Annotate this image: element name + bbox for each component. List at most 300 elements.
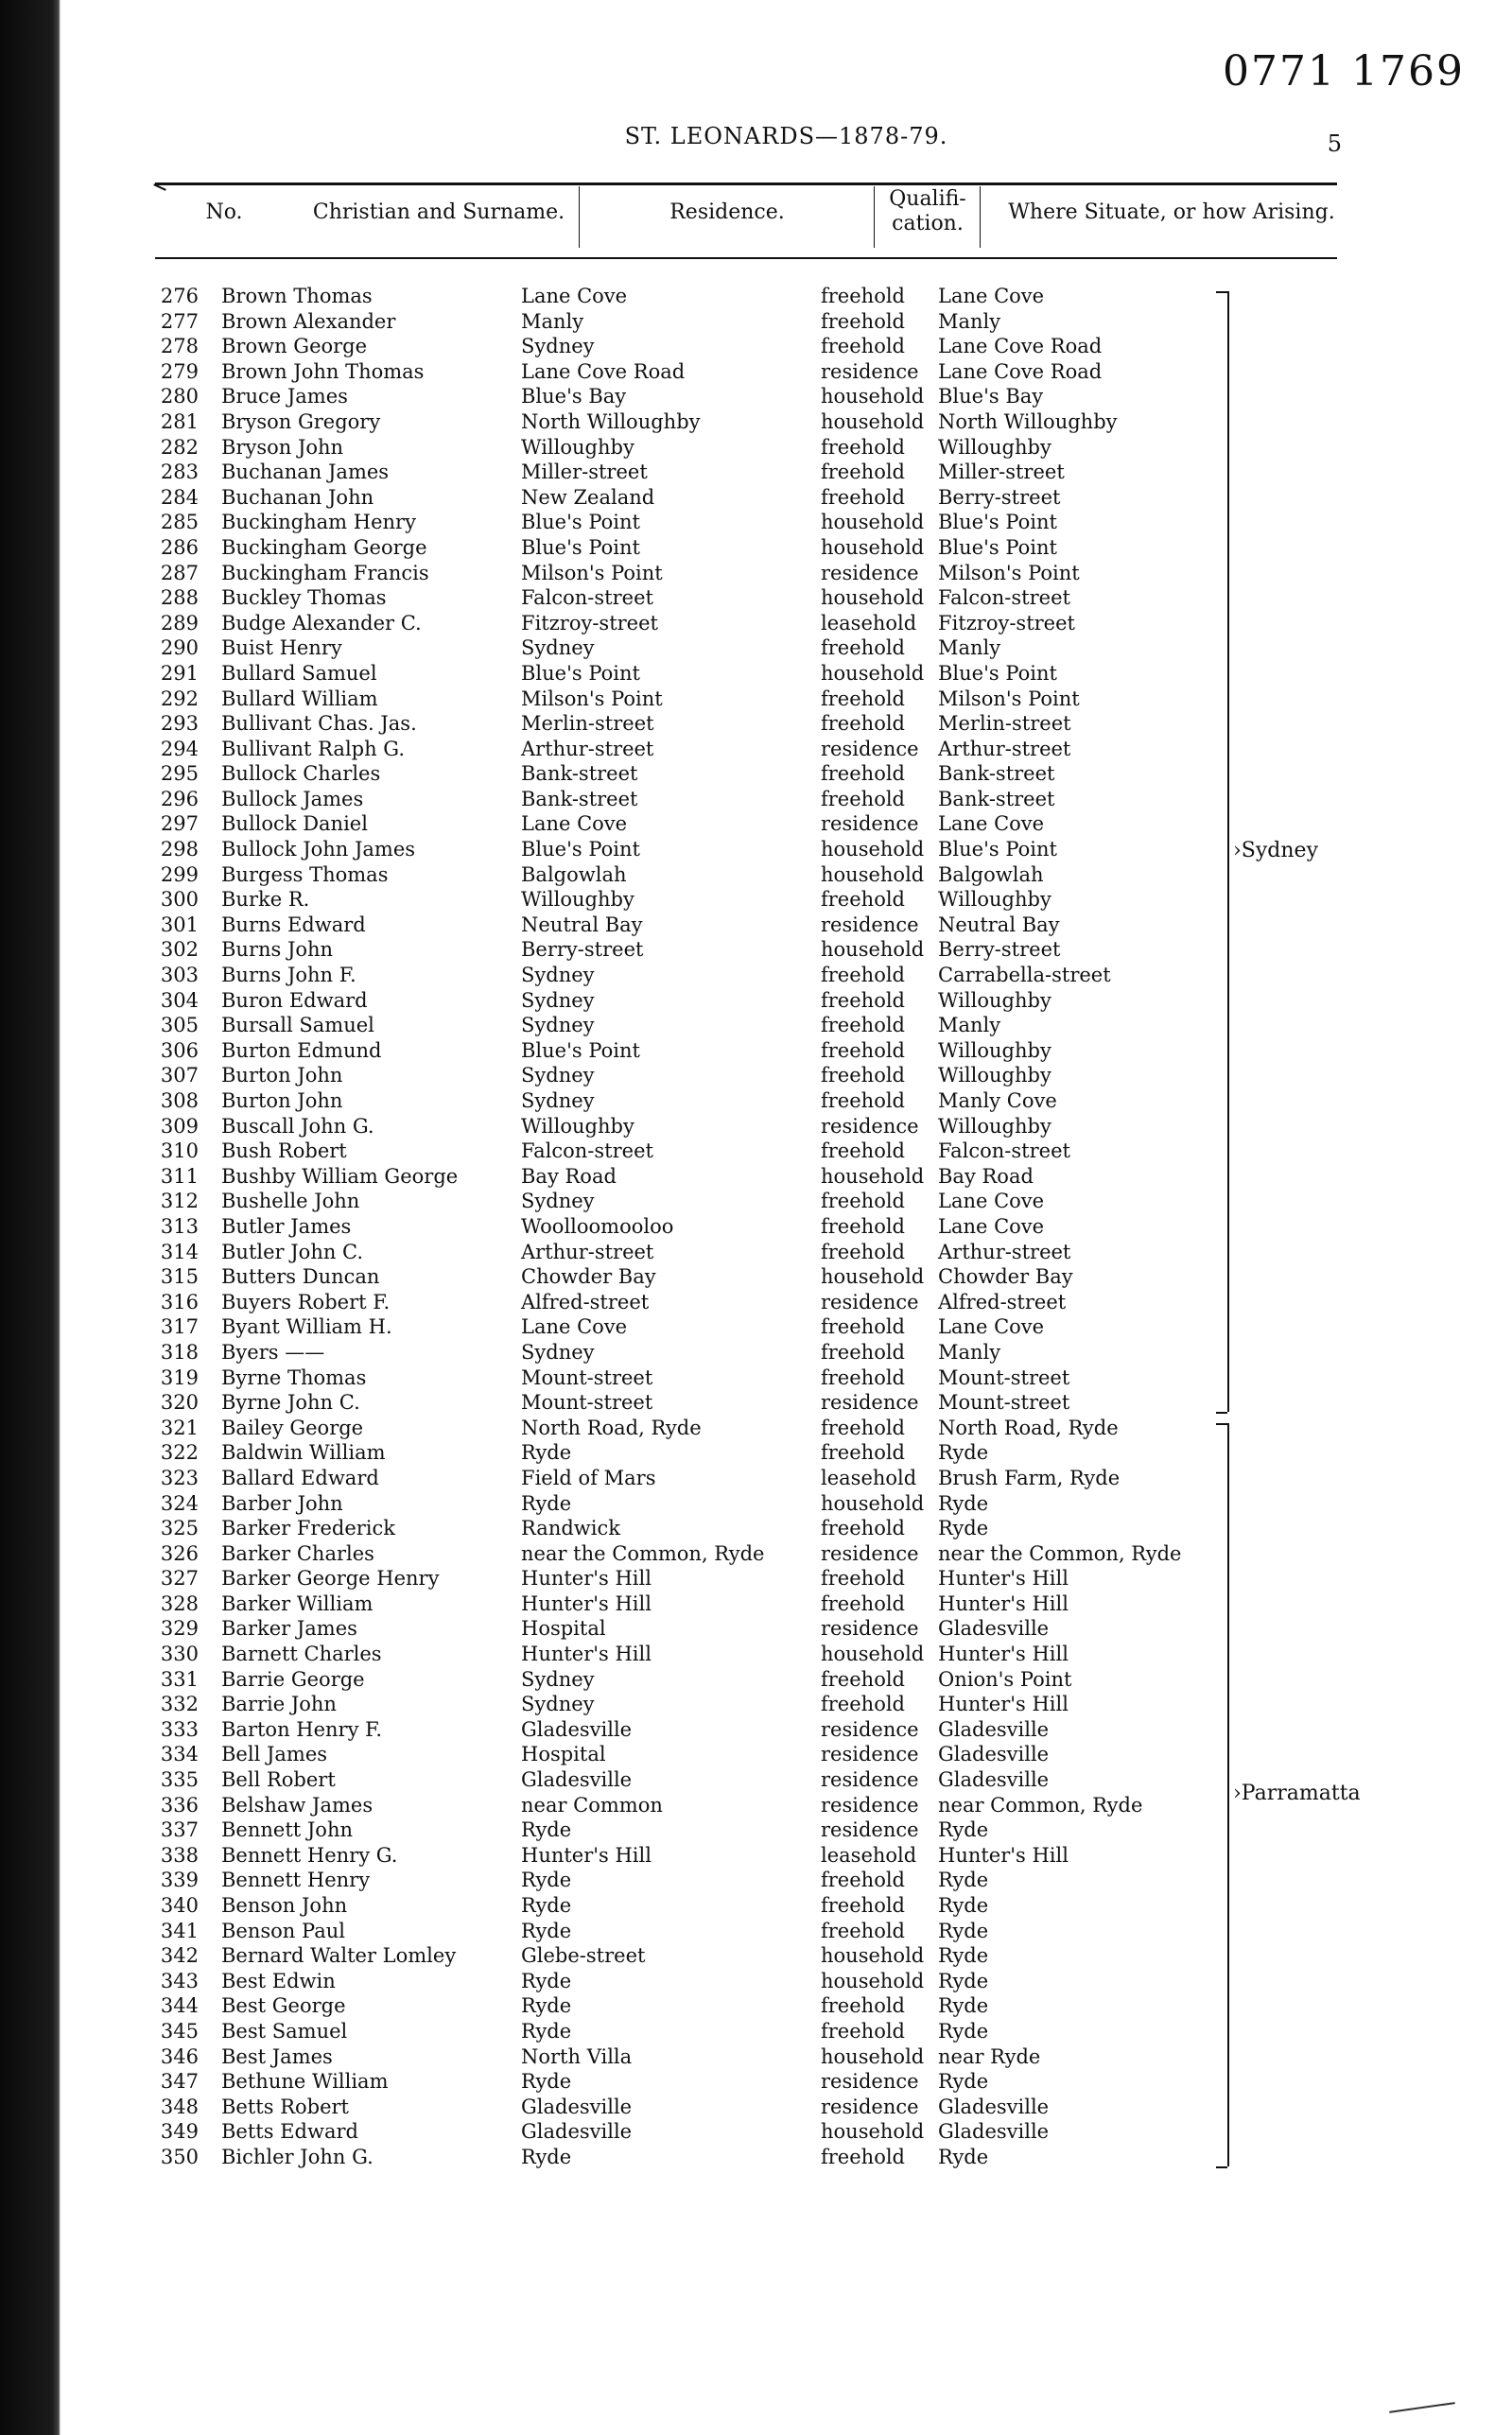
entry-qualification: residence (821, 1290, 919, 1313)
entry-residence: Sydney (521, 964, 595, 987)
entry-residence: North Villa (521, 2044, 633, 2068)
entry-qualification: household (821, 385, 925, 409)
entry-where-situate: Chowder Bay (938, 1265, 1073, 1289)
entry-number: 286 (160, 535, 199, 559)
entry-number: 284 (160, 485, 199, 509)
entry-qualification: freehold (821, 888, 905, 912)
entry-number: 281 (160, 409, 199, 433)
entry-where-situate: Gladesville (938, 1717, 1050, 1741)
entry-name: Bullivant Chas. Jas. (221, 712, 417, 736)
brace-line (1227, 1423, 1229, 2166)
entry-where-situate: Lane Cove Road (938, 359, 1103, 383)
table-row (61, 460, 1512, 485)
entry-qualification: freehold (821, 687, 905, 710)
entry-residence: Sydney (521, 1014, 595, 1037)
entry-where-situate: Manly Cove (938, 1089, 1057, 1112)
entry-name: Bullard Samuel (221, 661, 377, 685)
table-row (61, 635, 1512, 661)
entry-name: Barrie George (221, 1667, 365, 1691)
entry-number: 348 (160, 2095, 199, 2118)
table-row (61, 811, 1512, 837)
entry-name: Barker William (221, 1591, 374, 1615)
table-row (61, 1969, 1512, 1994)
entry-number: 301 (160, 913, 199, 936)
column-divider (980, 186, 981, 248)
entry-number: 329 (160, 1617, 199, 1641)
entry-qualification: household (821, 1164, 925, 1188)
entry-where-situate: Fitzroy-street (938, 611, 1075, 635)
entry-residence: Ryde (521, 2019, 572, 2043)
entry-where-situate: Ryde (938, 1869, 989, 1892)
column-header-no: No. (205, 200, 243, 224)
entry-name: Budge Alexander C. (221, 611, 422, 635)
entry-qualification: residence (821, 1391, 919, 1415)
entry-qualification: freehold (821, 636, 905, 660)
entry-number: 278 (160, 335, 199, 358)
entry-qualification: household (821, 1944, 925, 1968)
table-row (61, 1088, 1512, 1114)
table-row (61, 1868, 1512, 1893)
entry-residence: Lane Cove Road (521, 359, 686, 383)
column-header-residence: Residence. (669, 200, 785, 224)
entry-residence: North Willoughby (521, 409, 701, 433)
entry-name: Burgess Thomas (221, 862, 389, 886)
table-row (61, 937, 1512, 963)
entry-where-situate: Falcon-street (938, 586, 1070, 610)
entry-residence: Ryde (521, 2145, 572, 2168)
table-row (61, 1516, 1512, 1541)
entry-name: Bullock Charles (221, 762, 381, 786)
entry-qualification: household (821, 838, 925, 861)
entry-qualification: freehold (821, 1919, 905, 1942)
entry-where-situate: Ryde (938, 1969, 989, 1992)
entry-residence: Falcon-street (521, 586, 653, 610)
entry-where-situate: Bank-street (938, 762, 1055, 786)
table-row (61, 2069, 1512, 2095)
entry-name: Buron Edward (221, 988, 368, 1012)
entry-name: Bryson John (221, 435, 344, 459)
entry-number: 326 (160, 1541, 199, 1565)
entry-name: Buchanan John (221, 485, 374, 509)
entry-where-situate: Bay Road (938, 1164, 1034, 1188)
entry-number: 277 (160, 309, 199, 333)
table-row (61, 1416, 1512, 1441)
entry-name: Burns John F. (221, 964, 356, 987)
entry-where-situate: Blue's Point (938, 661, 1057, 685)
entry-residence: Hospital (521, 1617, 606, 1641)
entry-residence: Milson's Point (521, 561, 663, 584)
entry-name: Bushelle John (221, 1190, 360, 1213)
entry-name: Barker Charles (221, 1541, 374, 1565)
entry-qualification: residence (821, 359, 919, 383)
entry-residence: Ryde (521, 1818, 572, 1842)
entry-residence: Blue's Point (521, 1038, 640, 1062)
table-row (61, 1290, 1512, 1315)
entry-residence: Sydney (521, 988, 595, 1012)
entry-qualification: freehold (821, 787, 905, 810)
entry-where-situate: Lane Cove (938, 1214, 1045, 1238)
table-row (61, 359, 1512, 385)
entry-where-situate: Falcon-street (938, 1139, 1070, 1163)
table-row (61, 535, 1512, 561)
entry-residence: Gladesville (521, 1768, 633, 1792)
entry-number: 343 (160, 1969, 199, 1992)
table-row (61, 1264, 1512, 1290)
entry-where-situate: Gladesville (938, 1768, 1050, 1792)
entry-name: Best James (221, 2044, 333, 2068)
entry-qualification: residence (821, 2095, 919, 2118)
entry-where-situate: Alfred-street (938, 1290, 1067, 1313)
entry-number: 285 (160, 511, 199, 534)
entry-number: 319 (160, 1365, 199, 1389)
entry-where-situate: Willoughby (938, 1038, 1051, 1062)
entry-name: Bullard William (221, 687, 378, 710)
entry-residence: Miller-street (521, 461, 648, 484)
entry-residence: Hunter's Hill (521, 1591, 652, 1615)
entry-residence: Lane Cove (521, 812, 628, 836)
entry-number: 325 (160, 1517, 199, 1540)
entry-qualification: residence (821, 1793, 919, 1817)
entry-number: 280 (160, 385, 199, 409)
entry-name: Burns John (221, 938, 334, 962)
entry-qualification: household (821, 1643, 925, 1666)
group-label-parramatta: ›Parramatta (1233, 1782, 1361, 1805)
entry-name: Burton Edmund (221, 1038, 382, 1062)
entry-residence: Ryde (521, 1969, 572, 1992)
entry-where-situate: Gladesville (938, 1617, 1050, 1641)
entry-residence: Chowder Bay (521, 1265, 656, 1289)
table-row (61, 561, 1512, 586)
entry-residence: Lane Cove (521, 285, 628, 307)
entry-number: 349 (160, 2120, 199, 2144)
entry-where-situate: Ryde (938, 2019, 989, 2043)
entry-qualification: leasehold (821, 1843, 917, 1867)
entry-where-situate: Bank-street (938, 787, 1055, 810)
table-row (61, 1314, 1512, 1340)
entry-where-situate: near Common, Ryde (938, 1793, 1143, 1817)
entry-qualification: residence (821, 1617, 919, 1641)
entry-number: 310 (160, 1139, 199, 1163)
entry-residence: Willoughby (521, 1114, 634, 1138)
entry-number: 344 (160, 1994, 199, 2018)
entry-name: Brown George (221, 335, 368, 358)
entry-number: 276 (160, 285, 199, 307)
entry-number: 338 (160, 1843, 199, 1867)
table-row (61, 1466, 1512, 1491)
entry-residence: Ryde (521, 1869, 572, 1892)
entry-residence: near Common (521, 1793, 663, 1817)
table-row (61, 611, 1512, 636)
entry-where-situate: Neutral Bay (938, 913, 1060, 936)
entry-where-situate: Mount-street (938, 1391, 1070, 1415)
entry-where-situate: Lane Cove (938, 812, 1045, 836)
entry-number: 341 (160, 1919, 199, 1942)
entry-residence: Ryde (521, 2070, 572, 2094)
entry-name: Bennett John (221, 1818, 354, 1842)
entry-name: Betts Robert (221, 2095, 349, 2118)
group-label-sydney: ›Sydney (1233, 838, 1318, 862)
entry-qualification: freehold (821, 1190, 905, 1213)
entry-name: Buckingham Henry (221, 511, 416, 534)
entry-qualification: freehold (821, 335, 905, 358)
entry-qualification: freehold (821, 1240, 905, 1263)
entry-residence: Ryde (521, 1894, 572, 1917)
table-row (61, 2119, 1512, 2145)
entry-qualification: freehold (821, 1139, 905, 1163)
entry-number: 350 (160, 2145, 199, 2168)
entry-number: 288 (160, 586, 199, 610)
table-row (61, 1038, 1512, 1064)
entry-number: 293 (160, 712, 199, 736)
entry-where-situate: Ryde (938, 2145, 989, 2168)
entry-where-situate: Ryde (938, 1944, 989, 1968)
entry-number: 312 (160, 1190, 199, 1213)
table-row (61, 1440, 1512, 1466)
entry-number: 294 (160, 737, 199, 760)
entry-qualification: freehold (821, 762, 905, 786)
entry-number: 290 (160, 636, 199, 660)
entry-qualification: freehold (821, 1894, 905, 1917)
entry-where-situate: North Road, Ryde (938, 1416, 1119, 1439)
table-row (61, 1667, 1512, 1693)
brace-hook (1216, 1423, 1227, 1425)
entry-name: Ballard Edward (221, 1466, 379, 1489)
entry-where-situate: Ryde (938, 1441, 989, 1465)
entry-where-situate: Hunter's Hill (938, 1567, 1069, 1591)
entry-name: Barber John (221, 1491, 343, 1515)
entry-qualification: household (821, 1491, 925, 1515)
entry-number: 298 (160, 838, 199, 861)
entry-residence: Sydney (521, 1667, 595, 1691)
table-row (61, 862, 1512, 888)
entry-residence: Blue's Point (521, 535, 640, 559)
entry-residence: Woolloomooloo (521, 1214, 674, 1238)
entry-qualification: freehold (821, 1315, 905, 1339)
entry-name: Bush Robert (221, 1139, 347, 1163)
entry-name: Bullock James (221, 787, 364, 810)
entry-where-situate: Berry-street (938, 938, 1061, 962)
entry-number: 333 (160, 1717, 199, 1741)
entry-qualification: freehold (821, 2019, 905, 2043)
entry-residence: Mount-street (521, 1365, 653, 1389)
entry-residence: Arthur-street (521, 737, 654, 760)
entry-residence: New Zealand (521, 485, 655, 509)
entry-number: 302 (160, 938, 199, 962)
entry-number: 322 (160, 1441, 199, 1465)
entry-where-situate: Hunter's Hill (938, 1591, 1069, 1615)
entry-number: 300 (160, 888, 199, 912)
entry-residence: Randwick (521, 1517, 620, 1540)
entry-qualification: freehold (821, 1869, 905, 1892)
entry-where-situate: Arthur-street (938, 1240, 1071, 1263)
entry-qualification: residence (821, 737, 919, 760)
table-row (61, 1843, 1512, 1869)
column-header-qualification: Qualifi- cation. (889, 187, 966, 235)
table-row (61, 1365, 1512, 1391)
brace-hook (1216, 1412, 1227, 1414)
entry-qualification: household (821, 1265, 925, 1289)
table-row (61, 1717, 1512, 1743)
entry-qualification: freehold (821, 1014, 905, 1037)
entry-qualification: leasehold (821, 611, 917, 635)
entry-name: Best Edwin (221, 1969, 336, 1992)
table-row (61, 2019, 1512, 2044)
entry-residence: Ryde (521, 1919, 572, 1942)
table-row (61, 1063, 1512, 1088)
entry-residence: Sydney (521, 1340, 595, 1364)
entry-where-situate: Hunter's Hill (938, 1693, 1069, 1716)
entry-qualification: household (821, 511, 925, 534)
entry-number: 307 (160, 1064, 199, 1087)
entry-qualification: freehold (821, 1994, 905, 2018)
entry-where-situate: Gladesville (938, 2120, 1050, 2144)
entry-name: Butler John C. (221, 1240, 364, 1263)
entry-qualification: freehold (821, 1517, 905, 1540)
entry-name: Bullock Daniel (221, 812, 368, 836)
entry-qualification: residence (821, 2070, 919, 2094)
entry-residence: Gladesville (521, 2120, 633, 2144)
entry-where-situate: Blue's Point (938, 511, 1057, 534)
entry-qualification: household (821, 2120, 925, 2144)
entry-number: 316 (160, 1290, 199, 1313)
entry-residence: Sydney (521, 636, 595, 660)
entry-name: Bruce James (221, 385, 348, 409)
entry-name: Buckingham Francis (221, 561, 429, 584)
entry-name: Buscall John G. (221, 1114, 374, 1138)
entry-where-situate: Willoughby (938, 435, 1051, 459)
column-header-where: Where Situate, or how Arising. (1008, 200, 1335, 224)
table-row (61, 963, 1512, 988)
entry-where-situate: Manly (938, 636, 1001, 660)
table-row (61, 1214, 1512, 1240)
entry-number: 317 (160, 1315, 199, 1339)
entry-name: Bullock John James (221, 838, 416, 861)
entry-residence: Bay Road (521, 1164, 617, 1188)
table-row (61, 1742, 1512, 1767)
entry-qualification: residence (821, 812, 919, 836)
entry-name: Bennett Henry (221, 1869, 371, 1892)
entry-qualification: household (821, 586, 925, 610)
entry-number: 297 (160, 812, 199, 836)
entry-name: Benson John (221, 1894, 348, 1917)
entry-number: 291 (160, 661, 199, 685)
entry-name: Bushby William George (221, 1164, 459, 1188)
entry-where-situate: Gladesville (938, 1743, 1050, 1766)
entry-name: Brown Thomas (221, 285, 373, 307)
table-row (61, 1114, 1512, 1139)
entry-number: 295 (160, 762, 199, 786)
entry-residence: Blue's Point (521, 511, 640, 534)
entry-number: 324 (160, 1491, 199, 1515)
entry-residence: Glebe-street (521, 1944, 646, 1968)
header-rule-top (155, 183, 1337, 185)
entry-number: 331 (160, 1667, 199, 1691)
entry-where-situate: Balgowlah (938, 862, 1044, 886)
entry-where-situate: near the Common, Ryde (938, 1541, 1182, 1565)
entry-where-situate: Ryde (938, 1894, 989, 1917)
entry-where-situate: Willoughby (938, 1114, 1051, 1138)
entry-name: Bursall Samuel (221, 1014, 374, 1037)
table-row (61, 737, 1512, 762)
entry-where-situate: Onion's Point (938, 1667, 1072, 1691)
entry-qualification: freehold (821, 309, 905, 333)
entry-name: Bennett Henry G. (221, 1843, 398, 1867)
entry-qualification: freehold (821, 1591, 905, 1615)
entry-number: 327 (160, 1567, 199, 1591)
entry-number: 339 (160, 1869, 199, 1892)
table-row (61, 1591, 1512, 1617)
entry-number: 323 (160, 1466, 199, 1489)
entry-qualification: freehold (821, 2145, 905, 2168)
entry-residence: Ryde (521, 1441, 572, 1465)
entry-residence: Blue's Bay (521, 385, 627, 409)
entry-qualification: freehold (821, 1365, 905, 1389)
entry-name: Butler James (221, 1214, 352, 1238)
entry-where-situate: Ryde (938, 1517, 989, 1540)
entry-name: Buyers Robert F. (221, 1290, 391, 1313)
entry-name: Barker George Henry (221, 1567, 440, 1591)
entry-residence: Milson's Point (521, 687, 663, 710)
entry-number: 335 (160, 1768, 199, 1792)
entry-name: Best Samuel (221, 2019, 348, 2043)
entry-where-situate: Willoughby (938, 988, 1051, 1012)
entry-qualification: residence (821, 1743, 919, 1766)
entry-qualification: freehold (821, 1667, 905, 1691)
entry-name: Brown John Thomas (221, 359, 425, 383)
entry-name: Best George (221, 1994, 346, 2018)
entry-number: 309 (160, 1114, 199, 1138)
entry-name: Bethune William (221, 2070, 389, 2094)
entry-name: Bernard Walter Lomley (221, 1944, 457, 1968)
brace-hook (1216, 291, 1227, 293)
entry-residence: Manly (521, 309, 584, 333)
entry-residence: Willoughby (521, 888, 634, 912)
entry-where-situate: Miller-street (938, 461, 1065, 484)
entry-where-situate: Blue's Point (938, 535, 1057, 559)
entry-qualification: household (821, 1969, 925, 1992)
electoral-roll-table (61, 284, 1512, 2170)
table-row (61, 1616, 1512, 1642)
entry-name: Burke R. (221, 888, 310, 912)
table-row (61, 334, 1512, 359)
entry-name: Butters Duncan (221, 1265, 380, 1289)
entry-qualification: freehold (821, 1693, 905, 1716)
entry-number: 306 (160, 1038, 199, 1062)
entry-qualification: household (821, 938, 925, 962)
entry-name: Brown Alexander (221, 309, 396, 333)
table-row (61, 2145, 1512, 2170)
entry-residence: Hunter's Hill (521, 1843, 652, 1867)
entry-number: 321 (160, 1416, 199, 1439)
entry-number: 287 (160, 561, 199, 584)
entry-where-situate: Blue's Point (938, 838, 1057, 861)
table-row (61, 1240, 1512, 1265)
entry-number: 303 (160, 964, 199, 987)
table-row (61, 2095, 1512, 2120)
entry-where-situate: Milson's Point (938, 561, 1080, 584)
entry-qualification: freehold (821, 1038, 905, 1062)
table-row (61, 1139, 1512, 1164)
entry-where-situate: Merlin-street (938, 712, 1071, 736)
header-rule-bottom (155, 257, 1337, 259)
entry-name: Buckley Thomas (221, 586, 387, 610)
entry-number: 308 (160, 1089, 199, 1112)
entry-where-situate: Lane Cove (938, 1190, 1045, 1213)
column-header-name: Christian and Surname. (312, 200, 565, 224)
table-row (61, 284, 1512, 309)
entry-qualification: freehold (821, 712, 905, 736)
table-row (61, 1013, 1512, 1038)
